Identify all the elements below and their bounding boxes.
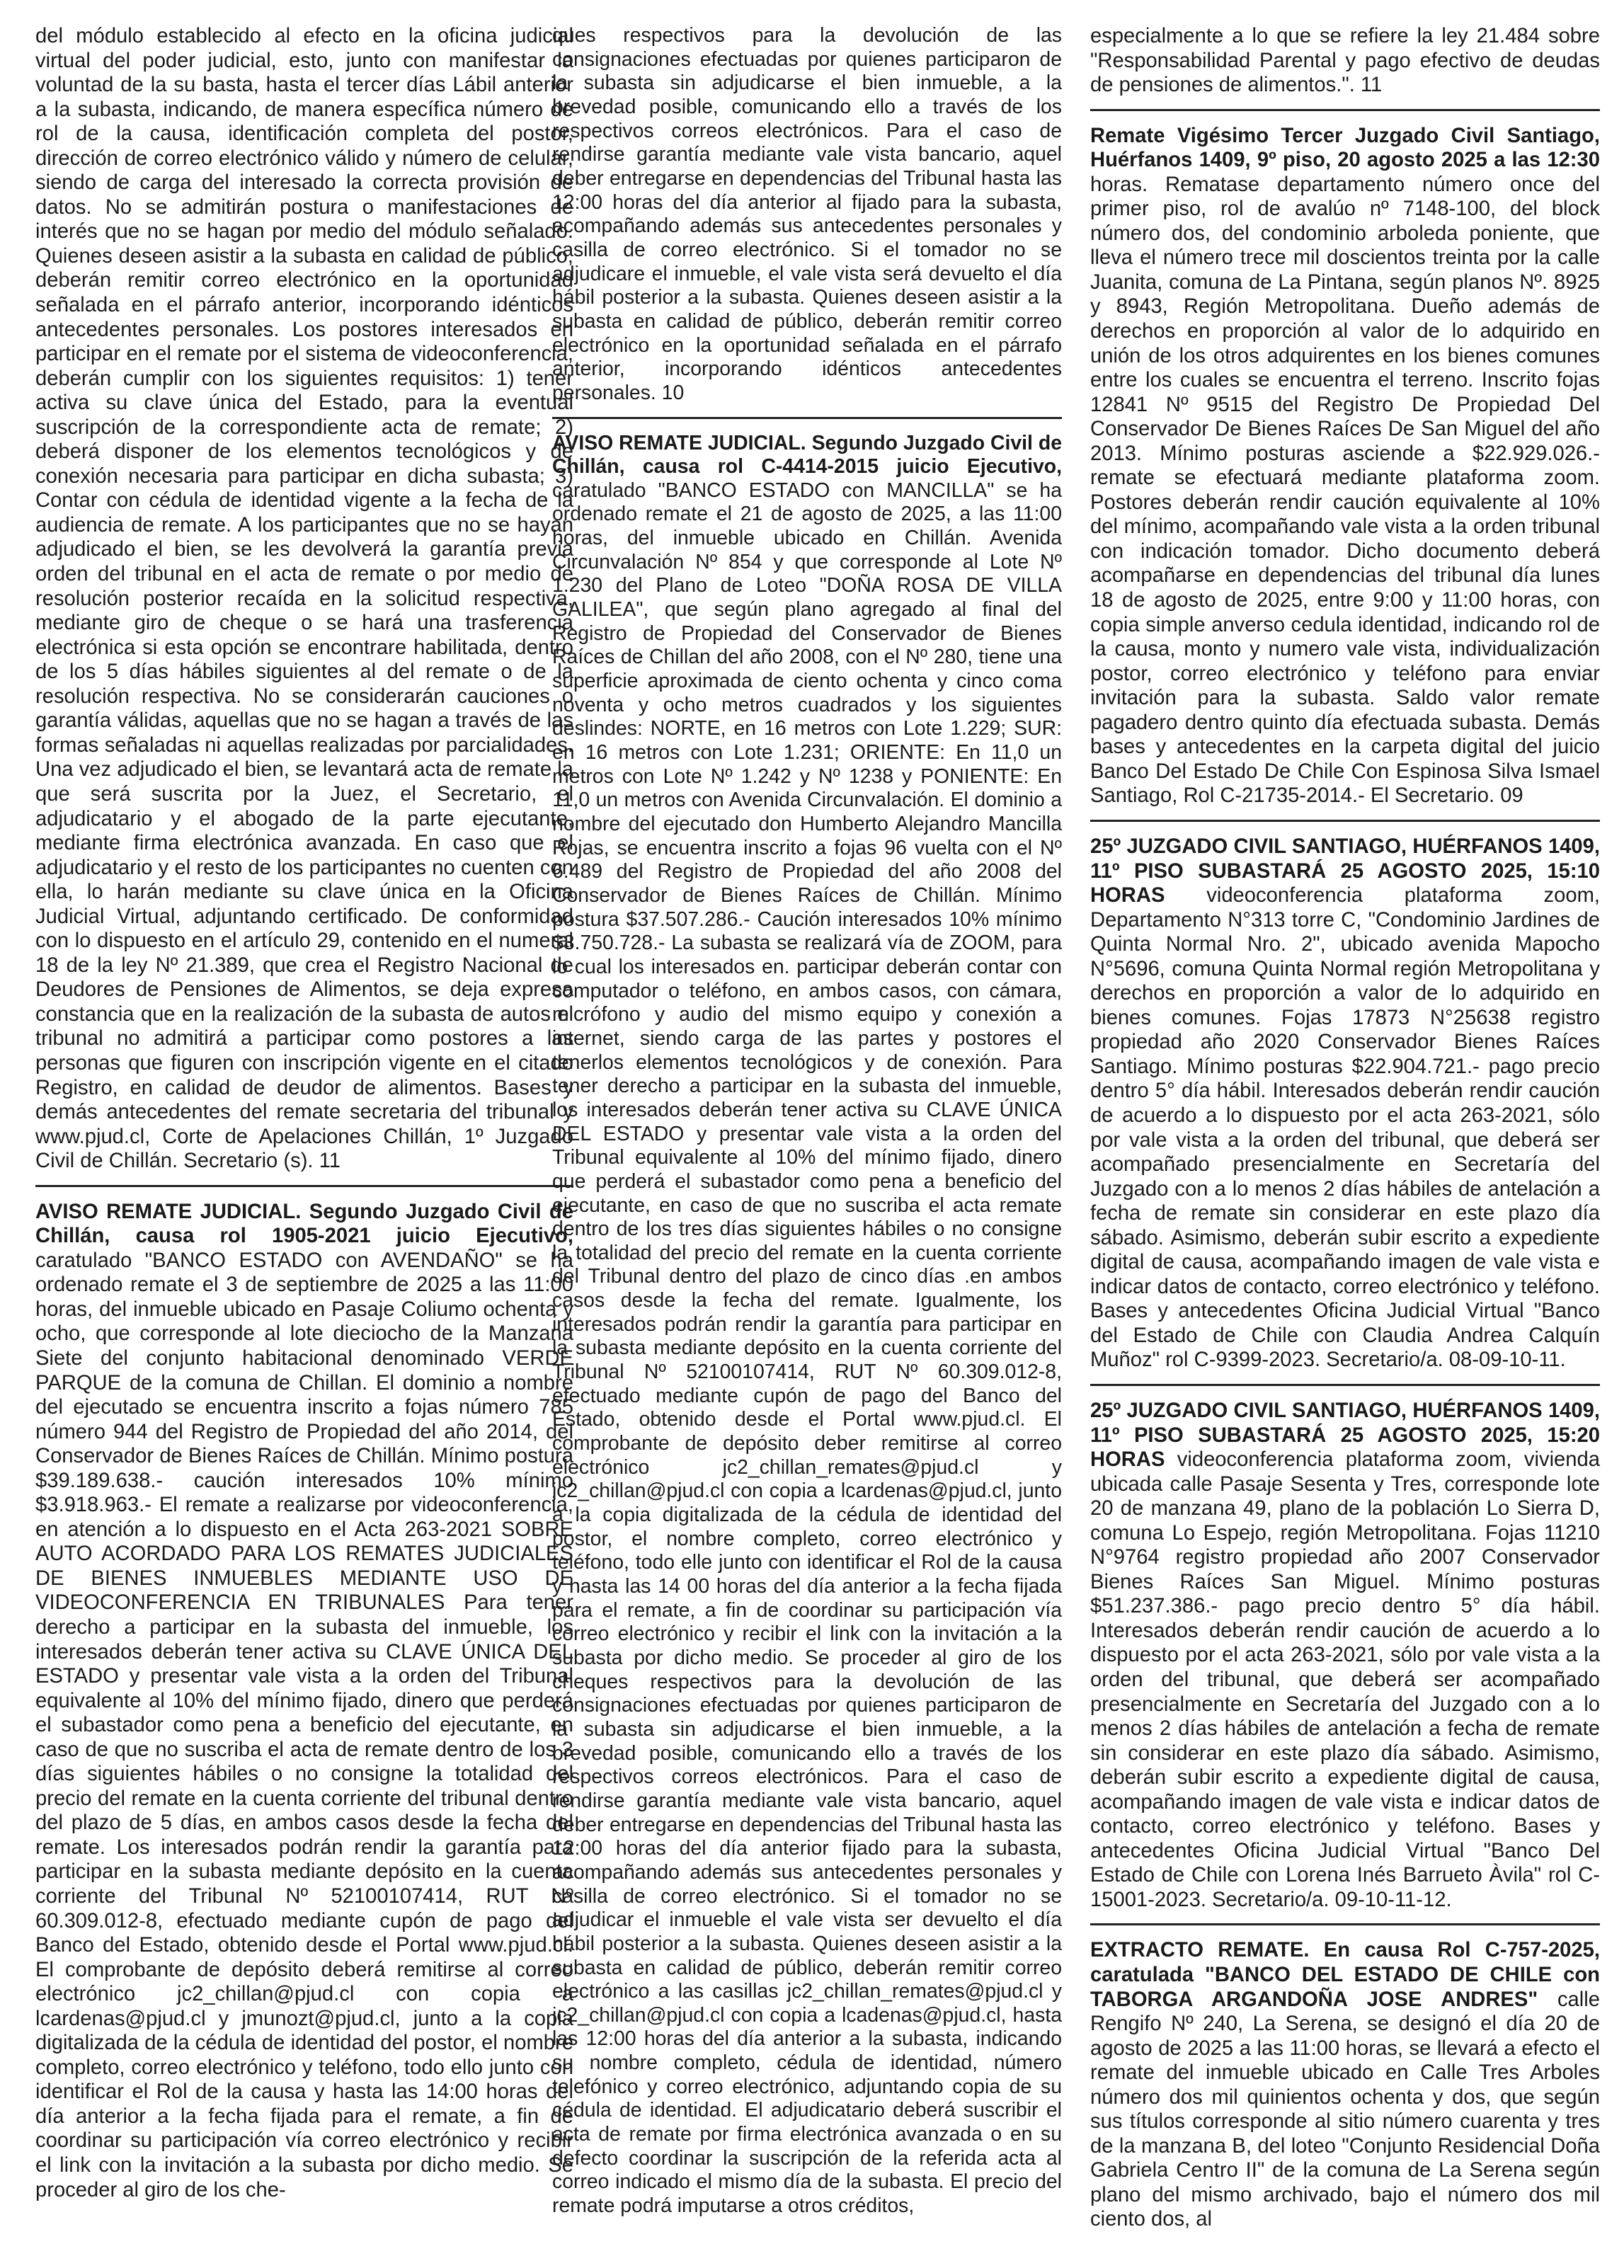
- notice-heading: AVISO REMATE JUDICIAL. Segundo Juzgado Civil de Chillán, causa rol C-4414-2015 juicio Ejecutivo,: [552, 431, 1062, 479]
- notice-item: [1090, 835, 1600, 1373]
- notice-body: videoconferencia plataforma zoom, vivienda ubicada calle Pasaje Sesenta y Tres, corresponde lote 20 de manzana 49, plano de la población Lo Sierra D, comuna Lo Espejo, región Metropolitana. Fojas 11210 N°9764 registro propiedad año 2007 Conservador Bienes Raíces San Miguel. Mínimo posturas $51.237.386.- pago precio dentro 5° día hábil. Interesados deberán rendir caución de acuerdo a lo dispuesto por el acta 263-2021, sólo por vale vista a la orden del tribunal, que deberá ser acompañado presencialmente en Secretaría del Juzgado con a lo menos 2 días hábiles de antelación a fecha de remate sin considerar en este plazo día sábado. Asimismo, deberán subir escrito a expediente digital de causa, acompañando imagen de vale vista e indicar datos de contacto, correo electrónico y teléfono. Bases y antecedentes Oficina Judicial Virtual "Banco Del Estado de Chile con Lorena Inés Barrueto Àvila" rol C-15001-2023. Secretario/a. 09-10-11-12.: [1090, 1448, 1600, 1911]
- divider: [1090, 1384, 1600, 1386]
- notice-continuation: [35, 24, 573, 1174]
- divider: [1090, 820, 1600, 822]
- notice-body: del módulo establecido al efecto en la oficina judicial virtual del poder judicial, esto, junto con manifestar la voluntad de la su basta, hasta el tercer días Lábil anterior a la subasta, indicando, de manera específica número de rol de la causa, identificación completa del postor, dirección de correo electrónico válido y número de celular, siendo de carga del interesado la correcta provisión de datos. No se admitirán postura o manifestaciones de interés que no se hagan por medio del módulo señalado. Quienes deseen asistir a la subasta en calidad de público, deberán remitir correo electrónico en la oportunidad señalada en el párrafo anterior, incorporando idénticos antecedentes personales. Los postores interesados en participar en el remate por el sistema de videoconferencia, deberán cumplir con los siguientes requisitos: 1) tener activa su clave única del Estado, para la eventual suscripción de la correspondiente acta de remate; 2) deberá disponer de los elementos tecnológicos y de conexión necesaria para participar en dicha subasta; 3) Contar con cédula de identidad vigente a la fecha de la audiencia de remate. A los participantes que no se hayan adjudicado el bien, se les devolverá la garantía previa orden del tribunal en el acta de remate o por medio de resolución posterior recaída en la solicitud respectiva, mediante giro de cheque o se hará una trasferencia electrónica si esta opción se encontrare habilitada, dentro de los 5 días hábiles siguientes al del remate o de la resolución respectiva. No se considerarán cauciones o garantía válidas, aquellas que no se hagan a través de las formas señaladas ni aquellas realizadas por parcialidades. Una vez adjudicado el bien, se levantará acta de remate la que será suscrita por la Juez, el Secretario, el adjudicatario y el abogado de la parte ejecutante, mediante firma electrónica avanzada. En caso que el adjudicatario y el resto de los participantes no cuenten con ella, lo harán mediante su clave única en la Oficina Judicial Virtual, adjuntando certificado. De conformidad con lo dispuesto en el artículo 29, contenido en el numeral 18 de la ley Nº 21.389, que crea el Registro Nacional de Deudores de Pensiones de Alimentos, se deja expresa constancia que en la realización de la subasta de autos el tribunal no admitirá a participar como postores a las personas que figuren con inscripción vigente en el citado Registro, en calidad de deudor de alimentos. Bases y demás antecedentes del remate secretaria del tribunal y www.pjud.cl, Corte de Apelaciones Chillán, 1º Juzgado Civil de Chillán. Secretario (s). 11: [35, 25, 573, 1173]
- notice-heading: EXTRACTO REMATE. En causa Rol C-757-2025, caratulada "BANCO DEL ESTADO DE CHILE con TABORGA ARGANDOÑA JOSE ANDRES": [1090, 1939, 1600, 2011]
- notice-body: caratulado "BANCO ESTADO con AVENDAÑO" se ha ordenado remate el 3 de septiembre de 2025 a las 11:00 horas, del inmueble ubicado en Pasaje Coliumo ochenta y ocho, que corresponde al lote dieciocho de la Manzana Siete del conjunto habitacional denominado VERDE PARQUE de la comuna de Chillan. El dominio a nombre del ejecutado se encuentra inscrito a fojas número 785 número 944 del Registro de Propiedad del año 2014, del Conservador de Bienes Raíces de Chillán. Mínimo postura $39.189.638.- caución interesados 10% mínimo $3.918.963.- El remate a realizarse por videoconferencia, en atención a lo dispuesto en el Acta 263-2021 SOBRE AUTO ACORDADO PARA LOS REMATES JUDICIALES DE BIENES INMUEBLES MEDIANTE USO DE VIDEOCONFERENCIA EN TRIBUNALES Para tener derecho a participar en la subasta del inmueble, los interesados deberán tener activa su CLAVE ÚNICA DEL ESTADO y presentar vale vista a la orden del Tribunal equivalente al 10% del mínimo fijado, dinero que perderá el subastador como pena a beneficio del ejecutante, en caso de que no suscriba el acta de remate dentro de los 3 días siguientes hábiles o no consigne la totalidad del precio del remate en la cuenta corriente del tribunal dentro del plazo de 5 días, en ambos casos desde la fecha del remate. Los interesados podrán rendir la garantía para participar en la subasta mediante depósito en la cuenta corriente del Tribunal Nº 52100107414, RUT Nº 60.309.012-8, efectuado mediante cupón de pago del Banco del Estado, obtenido desde el Portal www.pjud.cl. El comprobante de depósito deberá remitirse al correo electrónico jc2_chillan@pjud.cl con copia a lcardenas@pjud.cl y jmunozt@pjud.cl, junto a la copia digitalizada de la cédula de identidad del postor, el nombre completo, correo electrónico y teléfono, todo ello junto con identificar el Rol de la causa y hasta las 14:00 horas del día anterior a la fecha fijada para el remate, a fin de coordinar su participación vía correo electrónico y recibir el link con la invitación a la subasta por dicho medio. Se proceder al giro de los che-: [35, 1249, 573, 2201]
- notice-continuation: [552, 24, 1062, 406]
- notice-continuation: [1090, 24, 1600, 98]
- divider: [552, 417, 1062, 419]
- notice-body: ques respectivos para la devolución de las consignaciones efectuadas por quienes participaron de la subasta sin adjudicarse el bien inmueble, a la brevedad posible, comunicando ello a través de los respectivos correos electrónicos. Para el caso de rendirse garantía mediante vale vista bancario, aquel deber entregarse en dependencias del Tribunal hasta las 12:00 horas del día anterior al fijado para la subasta, acompañando además sus antecedentes personales y casilla de correo electrónico. Si el tomador no se adjudicare el inmueble, el vale vista será devuelto el día hábil posterior a la subasta. Quienes deseen asistir a la subasta en calidad de público, deberán remitir correo electrónico en la oportunidad señalada en el párrafo anterior, incorporando idénticos antecedentes personales. 10: [552, 24, 1062, 404]
- notice-heading: 25º JUZGADO CIVIL SANTIAGO, HUÉRFANOS 1409, 11º PISO SUBASTARÁ 25 AGOSTO 2025, 15:10 HORAS: [1090, 835, 1600, 907]
- notice-heading: 25º JUZGADO CIVIL SANTIAGO, HUÉRFANOS 1409, 11º PISO SUBASTARÁ 25 AGOSTO 2025, 15:20 HORAS: [1090, 1399, 1600, 1472]
- notice-heading: AVISO REMATE JUDICIAL. Segundo Juzgado Civil de Chillán, causa rol 1905-2021 juicio Ejecutivo,: [35, 1200, 573, 1248]
- divider: [1090, 109, 1600, 111]
- column-3: [1090, 24, 1600, 2247]
- divider: [1090, 1923, 1600, 1925]
- column-2: [552, 24, 1062, 2247]
- notice-heading: Remate Vigésimo Tercer Juzgado Civil Santiago, Huérfanos 1409, 9º piso, 20 agosto 2025 a las 12:30: [1090, 124, 1600, 172]
- notice-item: [35, 1200, 573, 2202]
- notice-item: [552, 432, 1062, 2218]
- notice-body: horas. Rematase departamento número once del primer piso, rol de avalúo nº 7148-100, del block número dos, del condominio arboleda poniente, que lleva el número trece mil doscientos treinta por la calle Juanita, comuna de La Pintana, según planos Nº. 8925 y 8943, Región Metropolitana. Dueño además de derechos en proporción al valor de lo adquirido en unión de los otros adquirentes en los bienes comunes entre los cuales se encuentra el terreno. Inscrito fojas 12841 Nº 9515 del Registro De Propiedad Del Conservador De Bienes Raíces De San Miguel del año 2013. Mínimo posturas asciende a $22.929.026.- remate se efectuará mediante plataforma zoom. Postores deberán rendir caución equivalente al 10% del mínimo, acompañando vale vista a la orden tribunal con indicación tomador. Dicho documento deberá acompañarse en dependencias del tribunal día lunes 18 de agosto de 2025, entre 9:00 y 11:00 horas, con copia simple anverso cedula identidad, indicando rol de la causa, monto y numero vale vista, individualización postor, correo electrónico y teléfono para enviar invitación para la subasta. Saldo valor remate pagadero dentro quinto día efectuada subasta. Demás bases y antecedentes en la carpeta digital del juicio Banco Del Estado De Chile Con Espinosa Silva Ismael Santiago, Rol C-21735-2014.- El Secretario. 09: [1090, 173, 1600, 808]
- notice-item: [1090, 1938, 1600, 2232]
- notice-body: calle Rengifo Nº 240, La Serena, se designó el día 20 de agosto de 2025 a las 11:00 horas, se llevará a efecto el remate del inmueble ubicado en Calle Tres Arboles número dos mil quinientos ochenta y dos, que según sus títulos corresponde al sitio número cuarenta y tres de la manzana B, del loteo "Conjunto Residencial Doña Gabriela Centro II" de la comuna de La Serena según plano del mismo archivado, bajo el número dos mil ciento dos, al: [1090, 1988, 1600, 2231]
- notice-body: especialmente a lo que se refiere la ley 21.484 sobre "Responsabilidad Parental y pago efectivo de deudas de pensiones de alimentos.". 11: [1090, 25, 1600, 97]
- notice-body: caratulado "BANCO ESTADO con MANCILLA" se ha ordenado remate el 21 de agosto de 2025, a las 11:00 horas, del inmueble ubicado en Chillán. Avenida Circunvalación Nº 854 y que corresponde al Lote Nº 1.230 del Plano de Loteo "DOÑA ROSA DE VILLA GALILEA", que según plano agregado al final del Registro de Propiedad del Conservador de Bienes Raíces de Chillan del año 2008, con el Nº 280, tiene una superficie aproximada de ciento ochenta y cinco coma noventa y ocho metros cuadrados y los siguientes deslindes: NORTE, en 16 metros con Lote 1.229; SUR: en 16 metros con Lote 1.231; ORIENTE: En 11,0 un metros con Lote Nº 1.242 y Nº 1238 y PONIENTE: En 11,0 un metros con Avenida Circunvalación. El dominio a nombre del ejecutado don Humberto Alejandro Mancilla Rojas, se encuentra inscrito a fojas 96 vuelta con el Nº 6.489 del Registro de Propiedad del año 2008 del Conservador de Bienes Raíces de Chillán. Mínimo postura $37.507.286.- Caución interesados 10% mínimo $3.750.728.- La subasta se realizará vía de ZOOM, para lo cual los interesados en. participar deberán contar con computador o teléfono, en ambos casos, con cámara, micrófono y audio del mismo equipo y conexión a internet, siendo carga de las partes y postores el tenerlos elementos tecnológicos y de conexión. Para tener derecho a participar en la subasta del inmueble, los interesados deberán tener activa su CLAVE ÚNICA DEL ESTADO y presentar vale vista a la orden del Tribunal equivalente al 10% del mínimo fijado, dinero que perderá el subastador como pena a beneficio del ejecutante, en caso de que no suscriba el acta remate dentro de los tres días siguientes hábiles o no consigne la totalidad del precio del remate en la cuenta corriente del Tribunal dentro del plazo de cinco días .en ambos casos desde la fecha del remate. Igualmente, los interesados podrán rendir la garantía para participar en la subasta mediante depósito en la cuenta corriente del Tribunal Nº 52100107414, RUT Nº 60.309.012-8, efectuado mediante cupón de pago del Banco del Estado, obtenido desde el Portal www.pjud.cl. El comprobante de depósito deber remitirse al correo electrónico jc2_chillan_remates@pjud.cl y jc2_chillan@pjud.cl con copia a lcardenas@pjud.cl, junto a la copia digitalizada de la cédula de identidad del postor, el nombre completo, correo electrónico y teléfono, todo elle junto con identificar el Rol de la causa y hasta las 14 00 horas del día anterior a la fecha fijada para el remate, a fin de coordinar su participación vía correo electrónico y recibir el link con la invitación a la subasta por dicho medio. Se proceder al giro de los cheques respectivos para la devolución de las consignaciones efectuadas por quienes participaron de la subasta sin adjudicarse el bien inmueble, a la brevedad posible, comunicando ello a través de los respectivos correos electrónicos. Para el caso de rendirse garantía mediante vale vista bancario, aquel deber entregarse en dependencias del Tribunal hasta las 12:00 horas del día anterior fijado para la subasta, acompañando además sus antecedentes personales y casilla de correo electrónico. Si el tomador no se adjudicar el inmueble el vale vista ser devuelto el día hábil posterior a la subasta. Quienes deseen asistir a la subasta en calidad de público, deberán remitir correo electrónico a las casillas jc2_chillan_remates@pjud.cl y jc2_chillan@pjud.cl con copia a lcadenas@pjud.cl, hasta las 12:00 horas del día anterior a la subasta, indicando su nombre completo, cédula de identidad, número telefónico y correo electrónico, adjuntando copia de su cédula de identidad. El adjudicatario deberá suscribir el acta de remate por firma electrónica avanzada o en su defecto coordinar la suscripción de la referida acta al correo indicado el mismo día de la subasta. El precio del remate podrá imputarse a otros créditos,: [552, 479, 1062, 2218]
- notice-body: videoconferencia plataforma zoom, Departamento N°313 torre C, "Condominio Jardines de Quinta Normal Nro. 2", ubicado avenida Mapocho N°5696, comuna Quinta Normal región Metropolitana y derechos en proporción a valor de lo adquirido en bienes comunes. Fojas 17873 N°25638 registro propiedad año 2020 Conservador Bienes Raíces Santiago. Mínimo posturas $22.904.721.- pago precio dentro 5° día hábil. Interesados deberán rendir caución de acuerdo a lo dispuesto por el acta 263-2021, sólo por vale vista a la orden del tribunal, que deberá ser acompañado presencialmente en Secretaría del Juzgado con a lo menos 2 días hábiles de antelación a fecha de remate sin considerar en este plazo día sábado. Asimismo, deberán subir escrito a expediente digital de causa, acompañando imagen de vale vista e indicar datos de contacto, correo electrónico y teléfono. Bases y antecedentes Oficina Judicial Virtual "Banco del Estado de Chile con Claudia Andrea Calquín Muñoz" rol C-9399-2023. Secretario/a. 08-09-10-11.: [1090, 884, 1600, 1372]
- divider: [35, 1185, 573, 1187]
- column-1: [35, 24, 573, 2247]
- notice-item: [1090, 1399, 1600, 1912]
- notice-item: [1090, 124, 1600, 808]
